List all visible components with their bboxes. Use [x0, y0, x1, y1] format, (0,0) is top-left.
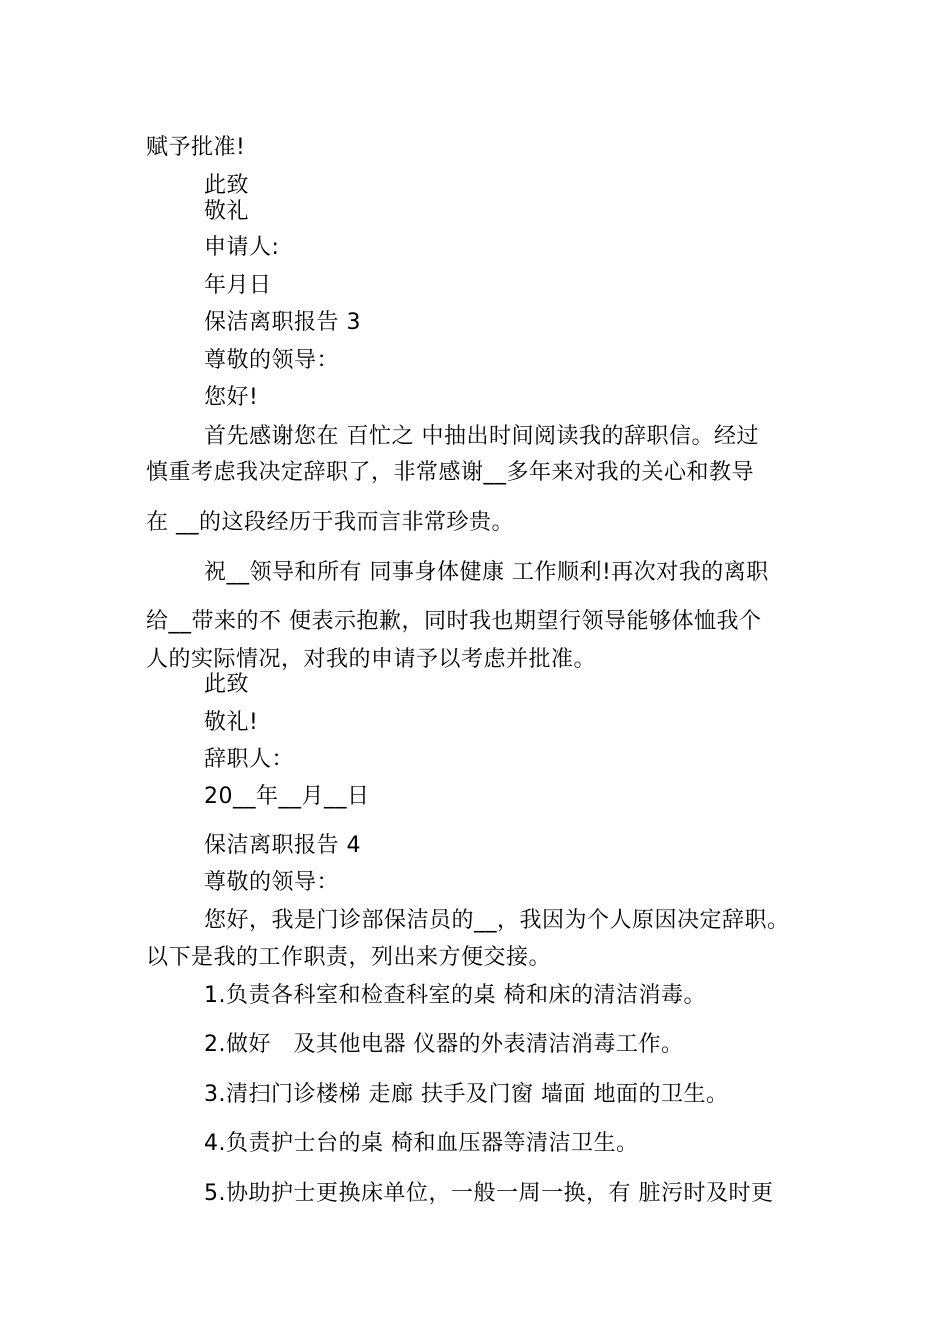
- list-item: 3.清扫门诊楼梯 走廊 扶手及门窗 墙面 地面的卫生。: [204, 1082, 729, 1107]
- section-title-report-3: 保洁离职报告 3: [204, 310, 361, 335]
- list-item: 1.负责各科室和检查科室的桌 椅和床的清洁消毒。: [204, 983, 706, 1008]
- text-line-date-2: 20__年__月__日: [204, 784, 370, 809]
- section-title-report-4: 保洁离职报告 4: [204, 833, 361, 858]
- paragraph-line: 给__带来的不 便表示抱歉，同时我也期望行领导能够体恤我个: [146, 609, 762, 634]
- paragraph-line: 祝__领导和所有 同事身体健康 工作顺利!再次对我的离职: [204, 560, 769, 585]
- text-line-dear-leader-2: 尊敬的领导：: [204, 870, 340, 895]
- text-line-regards-2: 敬礼!: [204, 710, 259, 735]
- paragraph-line: 以下是我的工作职责，列出来方便交接。: [146, 945, 552, 970]
- text-line-applicant: 申请人:: [204, 235, 280, 260]
- paragraph-line: 您好，我是门诊部保洁员的__，我因为个人原因决定辞职。: [204, 908, 790, 933]
- list-item: 4.负责护士台的桌 椅和血压器等清洁卫生。: [204, 1131, 639, 1156]
- list-item: 5.协助护士更换床单位，一般一周一换，有 脏污时及时更: [204, 1181, 774, 1206]
- paragraph-line: 慎重考虑我决定辞职了，非常感谢__多年来对我的关心和教导: [146, 460, 755, 485]
- text-line-grant-approval: 赋予批准!: [146, 135, 246, 160]
- paragraph-line: 首先感谢您在 百忙之 中抽出时间阅读我的辞职信。经过: [204, 424, 759, 449]
- text-line-hello-1: 您好!: [204, 385, 259, 410]
- list-item: 2.做好 及其他电器 仪器的外表清洁消毒工作。: [204, 1032, 684, 1057]
- text-line-resigner: 辞职人：: [204, 747, 295, 772]
- text-line-date-1: 年月日: [204, 273, 272, 298]
- text-line-dear-leader-1: 尊敬的领导：: [204, 348, 340, 373]
- text-line-salutation-2: 此致: [204, 672, 250, 697]
- paragraph-line: 在 __的这段经历于我而言非常珍贵。: [146, 510, 514, 535]
- paragraph-line: 人的实际情况，对我的申请予以考虑并批准。: [146, 647, 597, 672]
- text-line-regards-1: 敬礼: [204, 199, 250, 224]
- text-line-salutation-1: 此致: [204, 173, 250, 198]
